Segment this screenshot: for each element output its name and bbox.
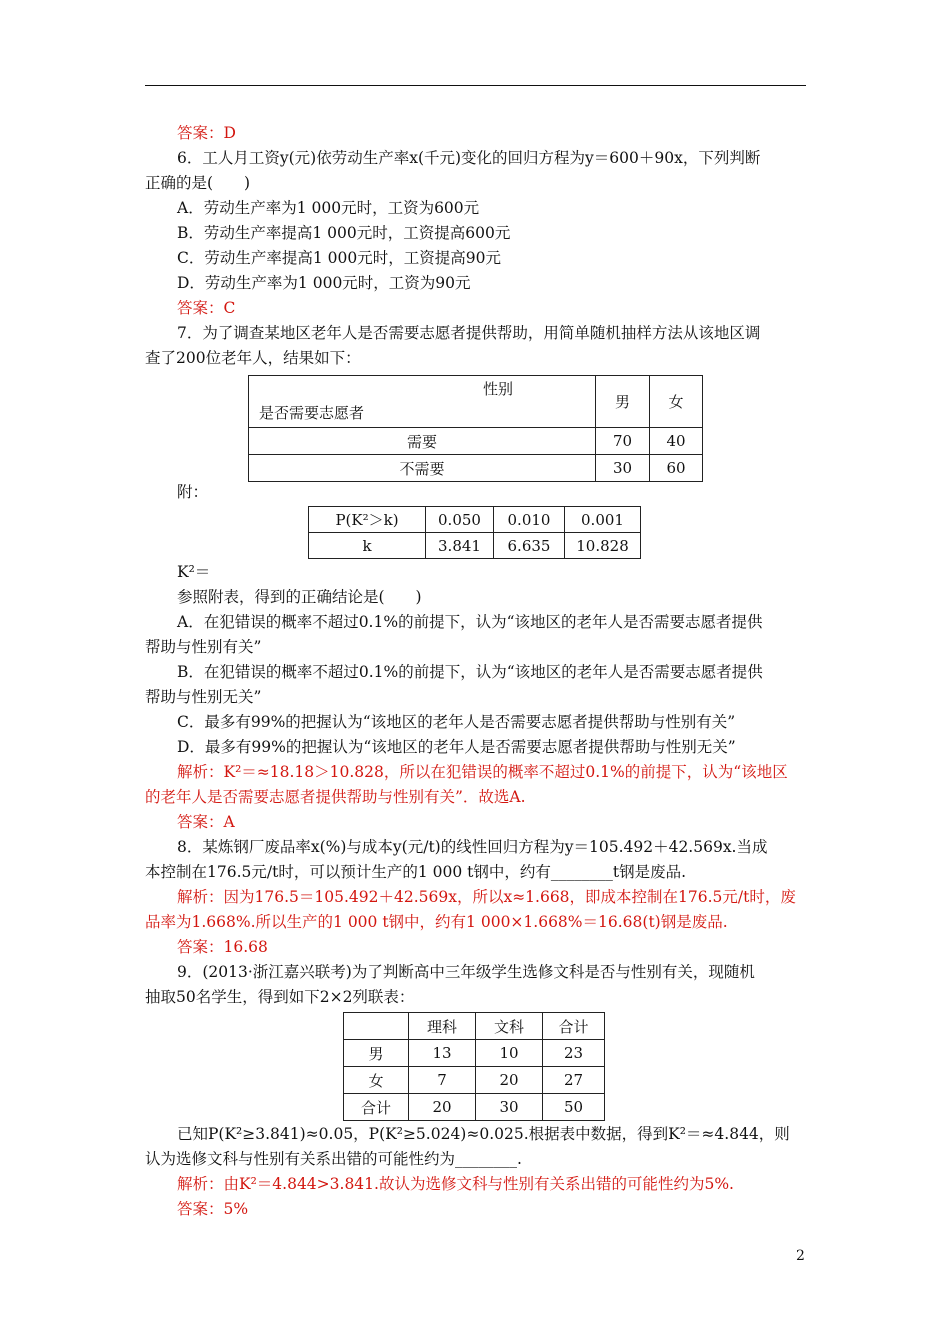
question-9-cont: 抽取50名学生，得到如下2×2列联表： xyxy=(145,988,415,1006)
q6-option-a: A．劳动生产率为1 000元时，工资为600元 xyxy=(177,199,480,217)
survey-col-male: 男 xyxy=(596,376,650,428)
analysis-7-cont: 的老年人是否需要志愿者提供帮助与性别有关”．故选A. xyxy=(145,788,526,806)
question-6-cont: 正确的是( ) xyxy=(145,174,251,192)
q7-option-c: C．最多有99%的把握认为“该地区的老年人是否需要志愿者提供帮助与性别有关” xyxy=(177,713,736,731)
contingency-cell: 文科 xyxy=(476,1013,543,1040)
survey-col-female: 女 xyxy=(650,376,703,428)
survey-row xyxy=(249,455,703,482)
critical-cell: 6.635 xyxy=(494,533,565,559)
critical-cell: 0.050 xyxy=(426,507,494,533)
q7-option-a-cont: 帮助与性别有关” xyxy=(145,638,262,656)
contingency-cell: 30 xyxy=(476,1094,543,1121)
q6-option-b: B．劳动生产率提高1 000元时，工资提高600元 xyxy=(177,224,511,242)
question-7: 7．为了调查某地区老年人是否需要志愿者提供帮助，用简单随机抽样方法从该地区调 xyxy=(177,324,761,342)
critical-row xyxy=(309,533,641,559)
contingency-cell: 23 xyxy=(543,1040,605,1067)
contingency-cell: 20 xyxy=(409,1094,476,1121)
q7-option-b: B．在犯错误的概率不超过0.1%的前提下，认为“该地区的老年人是否需要志愿者提供 xyxy=(177,663,763,681)
contingency-cell: 合计 xyxy=(543,1013,605,1040)
q6-option-c: C．劳动生产率提高1 000元时，工资提高90元 xyxy=(177,249,501,267)
answer-8: 答案：16.68 xyxy=(177,938,268,956)
q7-option-d: D．最多有99%的把握认为“该地区的老年人是否需要志愿者提供帮助与性别无关” xyxy=(177,738,736,756)
question-6: 6．工人月工资y(元)依劳动生产率x(千元)变化的回归方程为y＝600＋90x，下列判断 xyxy=(177,149,761,167)
answer-9: 答案：5% xyxy=(177,1200,249,1218)
q7-option-b-cont: 帮助与性别无关” xyxy=(145,688,262,706)
contingency-row xyxy=(344,1094,605,1121)
contingency-cell: 女 xyxy=(344,1067,409,1094)
question-9-given: 已知P(K²≥3.841)≈0.05，P(K²≥5.024)≈0.025.根据表中数据，得到K²＝≈4.844，则 xyxy=(177,1125,790,1143)
critical-row xyxy=(309,507,641,533)
survey-row-label: 不需要 xyxy=(249,455,596,482)
critical-cell: 0.001 xyxy=(565,507,641,533)
critical-cell: 3.841 xyxy=(426,533,494,559)
answer-5: 答案：D xyxy=(177,124,236,142)
contingency-row xyxy=(344,1013,605,1040)
question-9: 9．(2013·浙江嘉兴联考)为了判断高中三年级学生选修文科是否与性别有关，现随机 xyxy=(177,963,755,981)
header-rule xyxy=(145,85,806,86)
question-7-prompt: 参照附表，得到的正确结论是( ) xyxy=(177,588,422,606)
survey-table xyxy=(248,375,703,482)
contingency-cell: 理科 xyxy=(409,1013,476,1040)
contingency-cell xyxy=(344,1013,409,1040)
contingency-cell: 男 xyxy=(344,1040,409,1067)
question-7-cont: 查了200位老年人，结果如下： xyxy=(145,349,361,367)
question-8-cont: 本控制在176.5元/t时，可以预计生产的1 000 t钢中，约有________t钢是废品. xyxy=(145,863,687,881)
k2-formula: K²＝ xyxy=(177,563,211,581)
contingency-row xyxy=(344,1040,605,1067)
critical-cell: P(K²＞k) xyxy=(309,507,426,533)
survey-row xyxy=(249,428,703,455)
q6-option-d: D．劳动生产率为1 000元时，工资为90元 xyxy=(177,274,471,292)
contingency-table xyxy=(343,1012,605,1121)
contingency-cell: 13 xyxy=(409,1040,476,1067)
survey-header-cell xyxy=(249,376,596,428)
page-number: 2 xyxy=(796,1248,805,1264)
contingency-cell: 10 xyxy=(476,1040,543,1067)
contingency-cell: 合计 xyxy=(344,1094,409,1121)
critical-value-table xyxy=(308,506,641,559)
survey-header-bottom: 是否需要志愿者 xyxy=(259,404,365,422)
question-8: 8．某炼钢厂废品率x(%)与成本y(元/t)的线性回归方程为y＝105.492＋42.569x.当成 xyxy=(177,838,768,856)
critical-cell: 0.010 xyxy=(494,507,565,533)
answer-7: 答案：A xyxy=(177,813,235,831)
survey-cell: 60 xyxy=(650,455,703,482)
critical-cell: 10.828 xyxy=(565,533,641,559)
survey-row-label: 需要 xyxy=(249,428,596,455)
contingency-cell: 50 xyxy=(543,1094,605,1121)
contingency-cell: 20 xyxy=(476,1067,543,1094)
appendix-label: 附： xyxy=(177,483,209,501)
survey-cell: 40 xyxy=(650,428,703,455)
critical-cell: k xyxy=(309,533,426,559)
analysis-9: 解析：由K²＝4.844>3.841.故认为选修文科与性别有关系出错的可能性约为5%. xyxy=(177,1175,734,1193)
question-9-given-cont: 认为选修文科与性别有关系出错的可能性约为________. xyxy=(145,1150,522,1168)
q7-option-a: A．在犯错误的概率不超过0.1%的前提下，认为“该地区的老年人是否需要志愿者提供 xyxy=(177,613,763,631)
survey-header-row xyxy=(249,376,703,428)
survey-cell: 30 xyxy=(596,455,650,482)
survey-cell: 70 xyxy=(596,428,650,455)
contingency-row xyxy=(344,1067,605,1094)
contingency-cell: 27 xyxy=(543,1067,605,1094)
analysis-8-cont: 品率为1.668%.所以生产的1 000 t钢中，约有1 000×1.668%＝16.68(t)钢是废品. xyxy=(145,913,728,931)
answer-6: 答案：C xyxy=(177,299,236,317)
analysis-8: 解析：因为176.5＝105.492＋42.569x，所以x≈1.668，即成本控制在176.5元/t时，废 xyxy=(177,888,796,906)
contingency-cell: 7 xyxy=(409,1067,476,1094)
analysis-7: 解析：K²＝≈18.18＞10.828，所以在犯错误的概率不超过0.1%的前提下，认为“该地区 xyxy=(177,763,788,781)
survey-header-top: 性别 xyxy=(483,380,514,398)
